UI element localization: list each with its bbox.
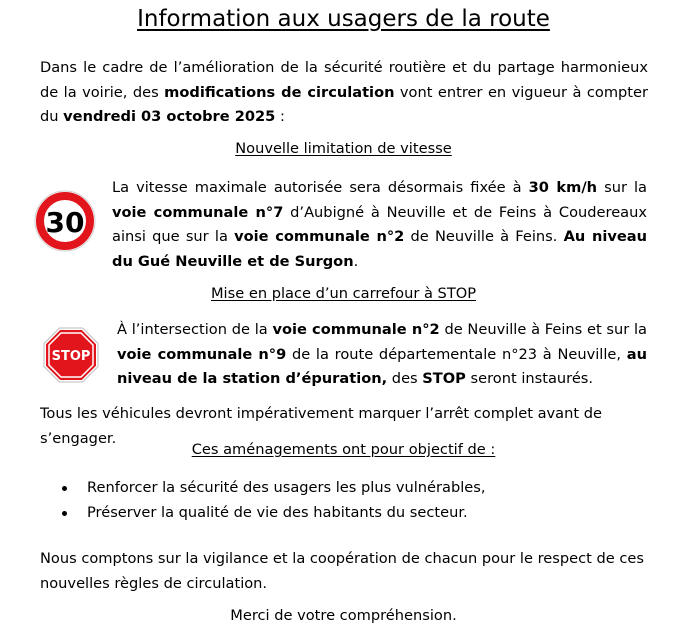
objectives-heading: Ces aménagements ont pour objectif de : <box>191 441 496 458</box>
speed-section-paragraph: La vitesse maximale autorisée sera désormais fixée à 30 km/h sur la voie communale n°7 d’Aubigné à Neuville et de Feins à Coudereaux ainsi que sur la voie communale n°2 de Neuville à Feins. Au niveau du Gué Neuville et de Surgon. <box>112 179 648 270</box>
speed-sign-text: 30 <box>45 206 85 239</box>
vehicles-paragraph: Tous les véhicules devront impérativement marquer l’arrêt complet avant de s’engager. <box>40 405 602 447</box>
stop-sign-text: STOP <box>51 349 91 364</box>
objectives-list <box>50 476 486 525</box>
intro-paragraph: Dans le cadre de l’amélioration de la sécurité routière et du partage harmonieux de la voirie, des modifications de circulation vont entrer en vigueur à compter du vendredi 03 octobre 2025 : <box>40 59 649 125</box>
page-title: Information aux usagers de la route <box>137 6 550 32</box>
closing-paragraph: Nous comptons sur la vigilance et la coopération de chacun pour le respect de ces nouvelles règles de circulation. <box>40 550 644 592</box>
stop-section-heading: Mise en place d’un carrefour à STOP <box>210 285 477 302</box>
speed-limit-30-sign-icon <box>34 190 96 252</box>
stop-section-paragraph: À l’intersection de la voie communale n°2 de Neuville à Feins et sur la voie communale n°9 de la route départementale n°23 à Neuville, au niveau de la station d’épuration, des STOP seront instaurés. <box>117 321 647 387</box>
list-item: Préserver la qualité de vie des habitants du secteur. <box>50 501 486 526</box>
list-item: Renforcer la sécurité des usagers les plus vulnérables, <box>50 476 486 501</box>
thanks-text: Merci de votre compréhension. <box>230 607 457 624</box>
bullet-icon <box>62 511 67 516</box>
speed-section-heading: Nouvelle limitation de vitesse <box>235 140 452 157</box>
stop-sign-icon <box>43 327 99 383</box>
bullet-icon <box>62 486 67 491</box>
